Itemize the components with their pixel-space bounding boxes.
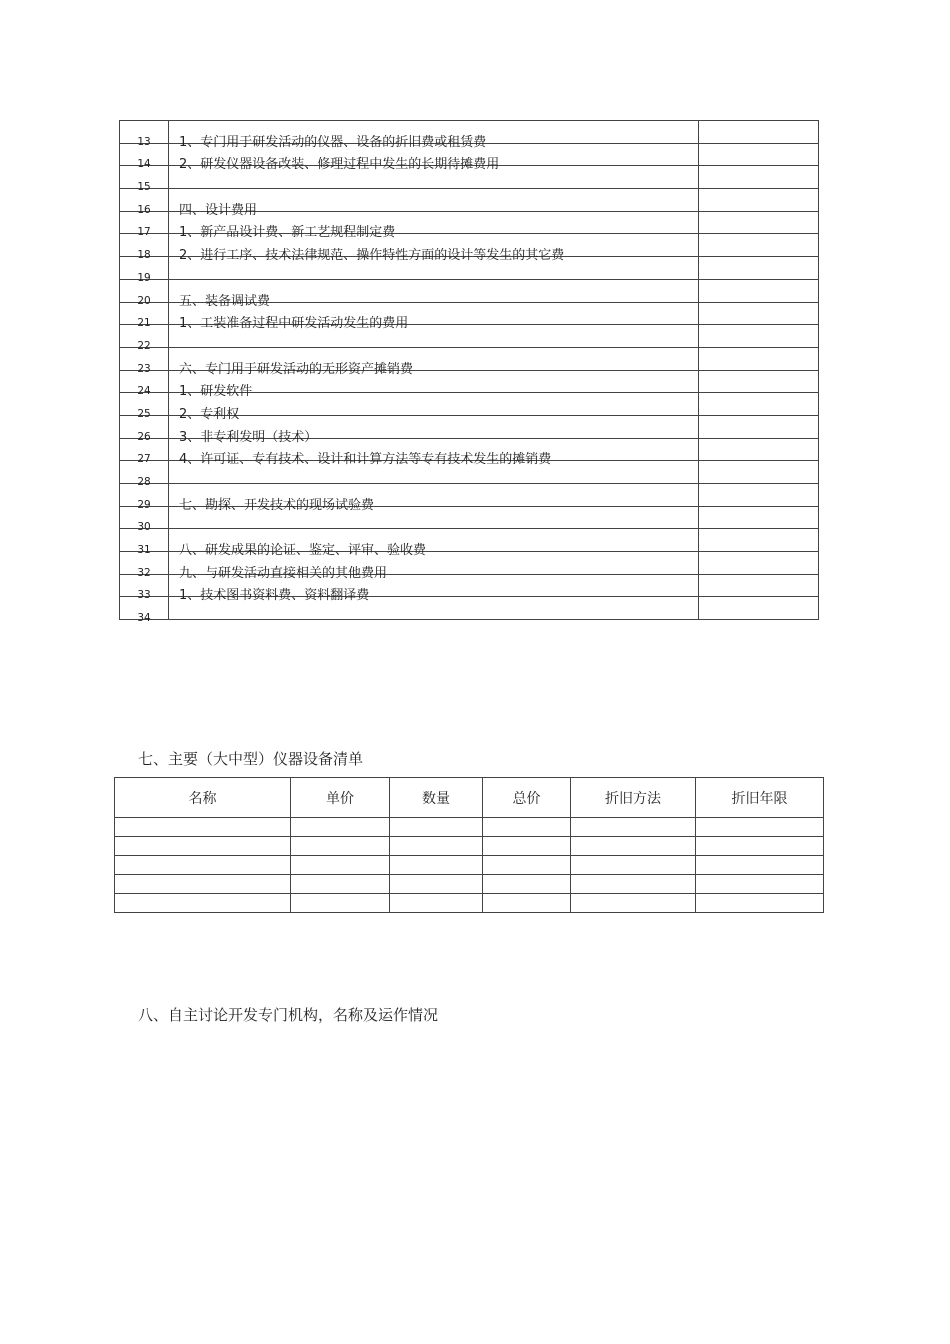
section-7-title: 七、主要（大中型）仪器设备清单: [138, 750, 364, 768]
expense-item: 八、研发成果的论证、鉴定、评审、验收费: [169, 529, 699, 552]
equipment-cell[interactable]: [483, 875, 571, 894]
equipment-cell[interactable]: [291, 818, 390, 837]
expense-amount-cell[interactable]: [699, 552, 819, 575]
expense-amount-cell[interactable]: [699, 393, 819, 416]
equipment-cell[interactable]: [291, 837, 390, 856]
equipment-cell[interactable]: [390, 818, 483, 837]
expense-item: 4、许可证、专有技术、设计和计算方法等专有技术发生的摊销费: [169, 438, 699, 461]
expense-amount-cell[interactable]: [699, 597, 819, 620]
expense-amount-cell[interactable]: [699, 211, 819, 234]
expense-amount-cell[interactable]: [699, 461, 819, 484]
expense-amount-cell[interactable]: [699, 121, 819, 144]
expense-row: [120, 347, 819, 370]
header-depreciation-years: 折旧年限: [696, 778, 824, 818]
expense-item: 1、工装准备过程中研发活动发生的费用: [169, 302, 699, 325]
equipment-cell[interactable]: [483, 818, 571, 837]
expense-item: 四、设计费用: [169, 189, 699, 212]
equipment-cell[interactable]: [696, 856, 824, 875]
equipment-cell[interactable]: [571, 875, 696, 894]
equipment-header-row: [115, 778, 824, 818]
row-number: 25: [120, 393, 169, 416]
expense-amount-cell[interactable]: [699, 438, 819, 461]
row-number: 34: [120, 597, 169, 620]
expense-row: [120, 529, 819, 552]
equipment-row: [115, 875, 824, 894]
expense-amount-cell[interactable]: [699, 347, 819, 370]
expense-table-body: [120, 121, 819, 625]
expense-amount-cell[interactable]: [699, 484, 819, 507]
row-number: 19: [120, 257, 169, 280]
row-number: 30: [120, 506, 169, 529]
row-number: 14: [120, 143, 169, 166]
equipment-cell[interactable]: [696, 818, 824, 837]
expense-row: [120, 121, 819, 144]
expense-amount-cell[interactable]: [699, 574, 819, 597]
row-number: 15: [120, 166, 169, 189]
expense-item: 2、专利权: [169, 393, 699, 416]
expense-row: [120, 189, 819, 212]
expense-amount-cell[interactable]: [699, 529, 819, 552]
expense-item: 1、研发软件: [169, 370, 699, 393]
row-number: 32: [120, 552, 169, 575]
equipment-cell[interactable]: [571, 894, 696, 913]
expense-amount-cell[interactable]: [699, 279, 819, 302]
header-total-price: 总价: [483, 778, 571, 818]
equipment-cell[interactable]: [571, 856, 696, 875]
expense-item: 六、专门用于研发活动的无形资产摊销费: [169, 347, 699, 370]
equipment-row: [115, 837, 824, 856]
equipment-cell[interactable]: [390, 856, 483, 875]
row-number: 31: [120, 529, 169, 552]
expense-amount-cell[interactable]: [699, 166, 819, 189]
expense-amount-cell[interactable]: [699, 506, 819, 529]
row-number: 28: [120, 461, 169, 484]
header-depreciation-method: 折旧方法: [571, 778, 696, 818]
equipment-cell[interactable]: [291, 856, 390, 875]
row-number: 21: [120, 302, 169, 325]
equipment-cell[interactable]: [696, 875, 824, 894]
row-number: 23: [120, 347, 169, 370]
expense-item: 2、研发仪器设备改装、修理过程中发生的长期待摊费用: [169, 143, 699, 166]
equipment-cell[interactable]: [115, 837, 291, 856]
equipment-cell[interactable]: [390, 894, 483, 913]
expense-item: 九、与研发活动直接相关的其他费用: [169, 552, 699, 575]
equipment-cell[interactable]: [115, 894, 291, 913]
equipment-cell[interactable]: [571, 837, 696, 856]
expense-item: 五、装备调试费: [169, 279, 699, 302]
expense-item: 1、新产品设计费、新工艺规程制定费: [169, 211, 699, 234]
expense-item: 2、进行工序、技术法律规范、操作特性方面的设计等发生的其它费: [169, 234, 699, 257]
row-number: 33: [120, 574, 169, 597]
row-number: 16: [120, 189, 169, 212]
row-number: 13: [120, 121, 169, 144]
equipment-cell[interactable]: [390, 875, 483, 894]
equipment-cell[interactable]: [291, 875, 390, 894]
expense-amount-cell[interactable]: [699, 415, 819, 438]
expense-amount-cell[interactable]: [699, 234, 819, 257]
expense-amount-cell[interactable]: [699, 143, 819, 166]
equipment-cell[interactable]: [483, 894, 571, 913]
equipment-row: [115, 894, 824, 913]
expense-row: [120, 279, 819, 302]
expense-amount-cell[interactable]: [699, 189, 819, 212]
expense-table: [119, 120, 819, 625]
equipment-row: [115, 818, 824, 837]
row-number: 20: [120, 279, 169, 302]
expense-row: [120, 484, 819, 507]
expense-item: 1、技术图书资料费、资料翻译费: [169, 574, 699, 597]
equipment-row: [115, 856, 824, 875]
equipment-cell[interactable]: [483, 856, 571, 875]
row-number: 24: [120, 370, 169, 393]
expense-amount-cell[interactable]: [699, 370, 819, 393]
equipment-table-body: [115, 818, 824, 913]
row-number: 22: [120, 325, 169, 348]
expense-item: 七、勘探、开发技术的现场试验费: [169, 484, 699, 507]
equipment-cell[interactable]: [115, 856, 291, 875]
row-number: 27: [120, 438, 169, 461]
equipment-cell[interactable]: [696, 837, 824, 856]
equipment-cell[interactable]: [696, 894, 824, 913]
row-number: 29: [120, 484, 169, 507]
equipment-cell[interactable]: [390, 837, 483, 856]
equipment-cell[interactable]: [115, 818, 291, 837]
equipment-cell[interactable]: [115, 875, 291, 894]
row-number: 17: [120, 211, 169, 234]
row-number: 26: [120, 415, 169, 438]
header-quantity: 数量: [390, 778, 483, 818]
equipment-cell[interactable]: [571, 818, 696, 837]
expense-amount-cell[interactable]: [699, 257, 819, 280]
header-unit-price: 单价: [291, 778, 390, 818]
header-name: 名称: [115, 778, 291, 818]
equipment-table: [114, 777, 824, 913]
expense-item: 3、非专利发明（技术）: [169, 415, 699, 438]
expense-amount-cell[interactable]: [699, 325, 819, 348]
equipment-cell[interactable]: [483, 837, 571, 856]
equipment-cell[interactable]: [291, 894, 390, 913]
section-8-title: 八、自主讨论开发专门机构，名称及运作情况: [138, 1006, 439, 1024]
expense-item: 1、专门用于研发活动的仪器、设备的折旧费或租赁费: [169, 121, 699, 144]
expense-amount-cell[interactable]: [699, 302, 819, 325]
row-number: 18: [120, 234, 169, 257]
